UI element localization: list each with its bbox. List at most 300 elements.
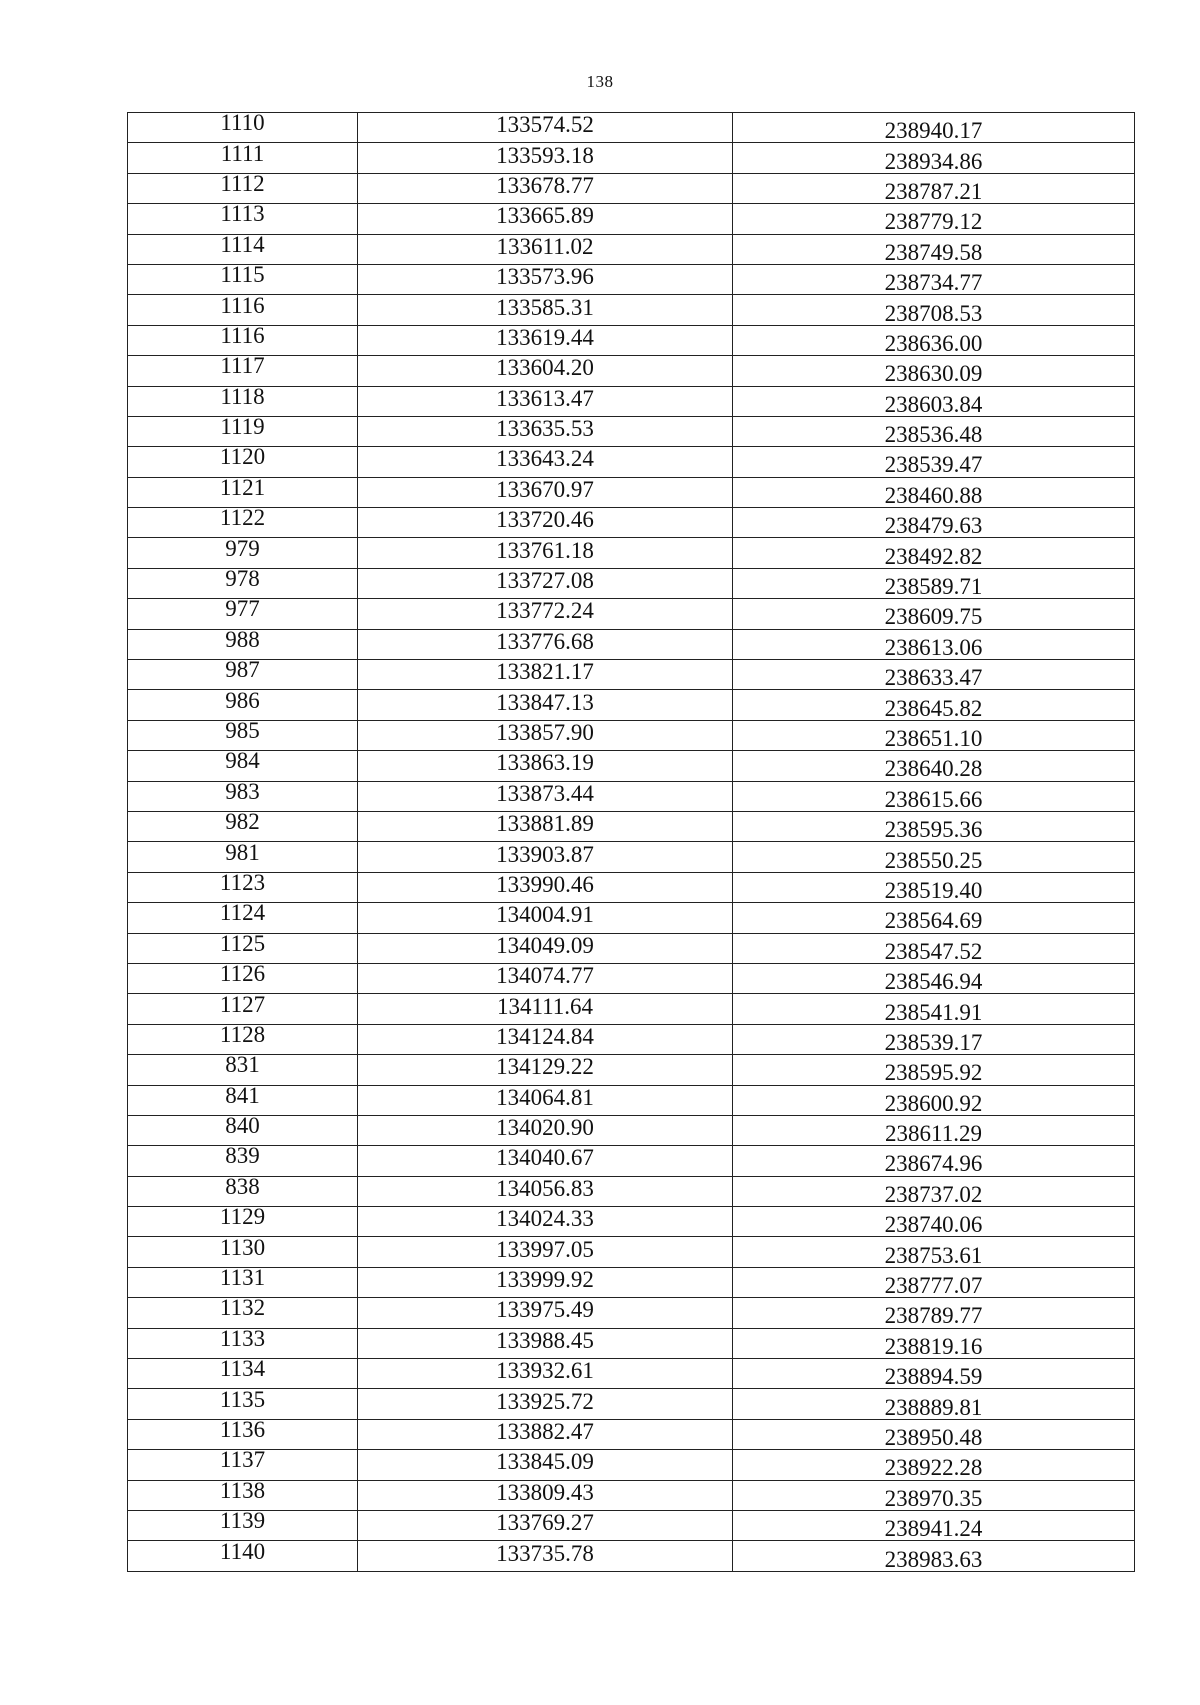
x-coordinate-cell: [358, 1541, 733, 1571]
y-coordinate-cell: [733, 933, 1135, 963]
point-number-cell: [128, 508, 358, 538]
x-coordinate-value: 133678.77: [496, 173, 594, 198]
x-coordinate-value: 133720.46: [496, 507, 594, 533]
y-coordinate-value: 238889.81: [884, 1394, 983, 1420]
y-coordinate-cell: [733, 842, 1135, 872]
coordinates-table: [127, 112, 1135, 1572]
y-coordinate-value: 238779.12: [884, 209, 983, 235]
x-coordinate-cell: [358, 690, 733, 720]
point-number-value: 831: [225, 1054, 260, 1078]
point-number-cell: [128, 143, 358, 173]
x-coordinate-cell: [358, 599, 733, 629]
y-coordinate-cell: [733, 447, 1135, 477]
x-coordinate-value: 133975.49: [496, 1297, 594, 1323]
x-coordinate-cell: [358, 872, 733, 902]
y-coordinate-value: 238539.47: [884, 452, 983, 478]
table-row: [128, 1024, 1135, 1054]
point-number-value: 1135: [219, 1388, 266, 1412]
point-number-cell: [128, 1480, 358, 1510]
x-coordinate-cell: [358, 1115, 733, 1145]
x-coordinate-value: 133635.53: [496, 416, 594, 442]
point-number-value: 1134: [219, 1358, 266, 1382]
x-coordinate-value: 134074.77: [496, 963, 594, 989]
table-row: [128, 1085, 1135, 1115]
point-number-value: 1129: [219, 1206, 266, 1230]
x-coordinate-value: 133932.61: [496, 1358, 594, 1384]
table-row: [128, 234, 1135, 264]
x-coordinate-cell: [358, 903, 733, 933]
x-coordinate-cell: [358, 1450, 733, 1480]
point-number-cell: [128, 416, 358, 446]
y-coordinate-cell: [733, 1480, 1135, 1510]
y-coordinate-value: 238611.29: [885, 1121, 982, 1146]
x-coordinate-value: 133925.72: [496, 1388, 594, 1414]
point-number-cell: [128, 842, 358, 872]
point-number-cell: [128, 1176, 358, 1206]
x-coordinate-value: 133670.97: [496, 477, 594, 502]
y-coordinate-cell: [733, 1085, 1135, 1115]
point-number-cell: [128, 1419, 358, 1449]
point-number-value: 1127: [219, 993, 266, 1017]
y-coordinate-cell: [733, 508, 1135, 538]
x-coordinate-value: 134024.33: [496, 1206, 594, 1232]
point-number-cell: [128, 477, 358, 507]
table-row: [128, 720, 1135, 750]
point-number-cell: [128, 1237, 358, 1267]
x-coordinate-cell: [358, 1085, 733, 1115]
point-number-cell: [128, 903, 358, 933]
y-coordinate-cell: [733, 963, 1135, 993]
x-coordinate-cell: [358, 1024, 733, 1054]
table-row: [128, 1298, 1135, 1328]
point-number-value: 1130: [219, 1236, 266, 1260]
y-coordinate-value: 238589.71: [884, 574, 983, 599]
x-coordinate-cell: [358, 1480, 733, 1510]
y-coordinate-value: 238789.77: [884, 1303, 983, 1329]
point-number-cell: [128, 113, 358, 143]
x-coordinate-cell: [358, 113, 733, 143]
point-number-cell: [128, 963, 358, 993]
x-coordinate-value: 133604.20: [496, 355, 594, 381]
point-number-value: 985: [225, 720, 260, 743]
point-number-cell: [128, 1450, 358, 1480]
point-number-value: 841: [225, 1085, 260, 1108]
y-coordinate-value: 238636.00: [884, 330, 983, 356]
x-coordinate-cell: [358, 204, 733, 234]
y-coordinate-cell: [733, 143, 1135, 173]
x-coordinate-cell: [358, 1176, 733, 1206]
table-row: [128, 1267, 1135, 1297]
x-coordinate-value: 133857.90: [496, 720, 594, 745]
x-coordinate-cell: [358, 720, 733, 750]
y-coordinate-value: 238777.07: [884, 1273, 983, 1298]
y-coordinate-cell: [733, 1237, 1135, 1267]
point-number-cell: [128, 811, 358, 841]
y-coordinate-cell: [733, 781, 1135, 811]
y-coordinate-value: 238950.48: [884, 1424, 983, 1450]
y-coordinate-value: 238547.52: [884, 938, 983, 964]
x-coordinate-value: 133809.43: [496, 1480, 594, 1505]
y-coordinate-cell: [733, 660, 1135, 690]
point-number-value: 978: [225, 568, 260, 592]
y-coordinate-value: 238600.92: [884, 1090, 983, 1116]
x-coordinate-cell: [358, 295, 733, 325]
point-number-cell: [128, 1024, 358, 1054]
point-number-cell: [128, 1510, 358, 1540]
point-number-value: 1138: [219, 1480, 266, 1503]
point-number-value: 838: [225, 1176, 260, 1199]
point-number-cell: [128, 933, 358, 963]
point-number-cell: [128, 1328, 358, 1358]
y-coordinate-cell: [733, 1328, 1135, 1358]
y-coordinate-cell: [733, 1298, 1135, 1328]
point-number-cell: [128, 1146, 358, 1176]
point-number-value: 1110: [220, 112, 265, 136]
table-row: [128, 386, 1135, 416]
point-number-value: 1114: [220, 234, 265, 257]
table-row: [128, 1237, 1135, 1267]
point-number-cell: [128, 1359, 358, 1389]
y-coordinate-cell: [733, 599, 1135, 629]
x-coordinate-value: 133735.78: [496, 1540, 594, 1566]
y-coordinate-cell: [733, 173, 1135, 203]
table-row: [128, 994, 1135, 1024]
x-coordinate-value: 133727.08: [496, 568, 594, 594]
x-coordinate-value: 134124.84: [496, 1024, 594, 1049]
table-row: [128, 811, 1135, 841]
y-coordinate-cell: [733, 568, 1135, 598]
table-row: [128, 1328, 1135, 1358]
y-coordinate-cell: [733, 751, 1135, 781]
point-number-value: 1113: [220, 203, 265, 227]
table-row: [128, 325, 1135, 355]
x-coordinate-cell: [358, 477, 733, 507]
point-number-value: 1131: [219, 1267, 266, 1291]
point-number-value: 988: [225, 629, 260, 652]
x-coordinate-value: 134064.81: [496, 1085, 594, 1110]
x-coordinate-value: 134111.64: [496, 993, 594, 1019]
y-coordinate-value: 238708.53: [884, 300, 983, 326]
x-coordinate-cell: [358, 173, 733, 203]
y-coordinate-value: 238753.61: [884, 1242, 983, 1268]
y-coordinate-value: 238609.75: [884, 604, 983, 630]
point-number-value: 1137: [219, 1449, 266, 1473]
point-number-value: 1126: [219, 963, 266, 987]
point-number-cell: [128, 356, 358, 386]
point-number-cell: [128, 264, 358, 294]
y-coordinate-value: 238941.24: [884, 1516, 983, 1541]
y-coordinate-cell: [733, 386, 1135, 416]
x-coordinate-value: 133573.96: [496, 264, 594, 290]
point-number-cell: [128, 781, 358, 811]
y-coordinate-value: 238737.02: [884, 1181, 983, 1207]
point-number-value: 839: [225, 1145, 260, 1169]
page-number: 138: [586, 72, 614, 91]
y-coordinate-cell: [733, 1176, 1135, 1206]
x-coordinate-value: 133769.27: [496, 1510, 594, 1536]
y-coordinate-value: 238564.69: [884, 908, 983, 934]
point-number-value: 840: [225, 1115, 260, 1139]
table-row: [128, 416, 1135, 446]
point-number-value: 1124: [219, 902, 266, 926]
table-row: [128, 1480, 1135, 1510]
table-row: [128, 538, 1135, 568]
point-number-cell: [128, 386, 358, 416]
point-number-cell: [128, 660, 358, 690]
table-row: [128, 1115, 1135, 1145]
table-row: [128, 1146, 1135, 1176]
x-coordinate-value: 134040.67: [496, 1145, 594, 1171]
x-coordinate-value: 134049.09: [496, 933, 594, 958]
point-number-cell: [128, 690, 358, 720]
point-number-cell: [128, 1085, 358, 1115]
y-coordinate-cell: [733, 1115, 1135, 1145]
table-row: [128, 204, 1135, 234]
y-coordinate-cell: [733, 538, 1135, 568]
x-coordinate-value: 133881.89: [496, 811, 594, 837]
x-coordinate-value: 133665.89: [496, 203, 594, 229]
y-coordinate-cell: [733, 1024, 1135, 1054]
table-row: [128, 1450, 1135, 1480]
x-coordinate-value: 133761.18: [496, 537, 594, 563]
table-row: [128, 295, 1135, 325]
point-number-cell: [128, 872, 358, 902]
point-number-value: 1118: [220, 386, 265, 409]
x-coordinate-value: 134129.22: [496, 1054, 594, 1080]
point-number-cell: [128, 204, 358, 234]
x-coordinate-cell: [358, 1419, 733, 1449]
table-row: [128, 1419, 1135, 1449]
point-number-value: 1140: [219, 1540, 266, 1564]
x-coordinate-value: 133988.45: [496, 1328, 594, 1353]
y-coordinate-value: 238615.66: [884, 786, 983, 812]
table-row: [128, 963, 1135, 993]
point-number-cell: [128, 1298, 358, 1328]
y-coordinate-value: 238651.10: [884, 726, 983, 751]
y-coordinate-value: 238630.09: [884, 361, 983, 387]
y-coordinate-value: 238819.16: [884, 1333, 983, 1359]
y-coordinate-cell: [733, 903, 1135, 933]
point-number-value: 1120: [219, 446, 266, 470]
point-number-cell: [128, 629, 358, 659]
x-coordinate-cell: [358, 325, 733, 355]
point-number-cell: [128, 994, 358, 1024]
x-coordinate-value: 133999.92: [496, 1267, 594, 1293]
point-number-cell: [128, 234, 358, 264]
y-coordinate-value: 238940.17: [884, 118, 983, 143]
x-coordinate-value: 133845.09: [496, 1449, 594, 1475]
x-coordinate-cell: [358, 508, 733, 538]
table-row: [128, 1389, 1135, 1419]
y-coordinate-cell: [733, 325, 1135, 355]
y-coordinate-cell: [733, 264, 1135, 294]
point-number-value: 1119: [220, 416, 265, 440]
y-coordinate-value: 238595.36: [884, 817, 983, 842]
x-coordinate-cell: [358, 416, 733, 446]
x-coordinate-cell: [358, 538, 733, 568]
table-row: [128, 781, 1135, 811]
y-coordinate-value: 238541.91: [884, 999, 983, 1025]
y-coordinate-value: 238613.06: [884, 634, 983, 660]
table-row: [128, 1510, 1135, 1540]
table-row: [128, 447, 1135, 477]
x-coordinate-cell: [358, 629, 733, 659]
point-number-value: 1117: [220, 355, 265, 379]
table-row: [128, 1207, 1135, 1237]
point-number-value: 982: [225, 811, 260, 835]
point-number-value: 1115: [220, 264, 265, 288]
x-coordinate-value: 133772.24: [496, 598, 594, 624]
x-coordinate-value: 133585.31: [496, 294, 594, 320]
x-coordinate-value: 133990.46: [496, 872, 594, 897]
y-coordinate-cell: [733, 113, 1135, 143]
point-number-value: 987: [225, 659, 260, 683]
y-coordinate-value: 238787.21: [884, 178, 983, 204]
point-number-cell: [128, 599, 358, 629]
x-coordinate-cell: [358, 1359, 733, 1389]
table-row: [128, 903, 1135, 933]
table-row: [128, 356, 1135, 386]
table-row: [128, 751, 1135, 781]
table-row: [128, 933, 1135, 963]
point-number-cell: [128, 295, 358, 325]
x-coordinate-value: 133619.44: [496, 325, 594, 350]
point-number-cell: [128, 173, 358, 203]
point-number-cell: [128, 751, 358, 781]
table-row: [128, 568, 1135, 598]
x-coordinate-cell: [358, 811, 733, 841]
x-coordinate-value: 133611.02: [496, 234, 594, 259]
y-coordinate-value: 238539.17: [884, 1029, 983, 1055]
point-number-value: 1132: [219, 1297, 266, 1321]
table-row: [128, 173, 1135, 203]
x-coordinate-cell: [358, 994, 733, 1024]
point-number-value: 983: [225, 781, 260, 804]
table-row: [128, 113, 1135, 143]
x-coordinate-cell: [358, 1237, 733, 1267]
point-number-value: 1116: [220, 325, 265, 348]
point-number-cell: [128, 1207, 358, 1237]
table-row: [128, 477, 1135, 507]
table-row: [128, 872, 1135, 902]
point-number-value: 1123: [219, 872, 266, 895]
point-number-cell: [128, 1267, 358, 1297]
table-row: [128, 1541, 1135, 1571]
table-row: [128, 660, 1135, 690]
y-coordinate-value: 238674.96: [884, 1151, 983, 1177]
table-row: [128, 1176, 1135, 1206]
y-coordinate-cell: [733, 234, 1135, 264]
x-coordinate-value: 133776.68: [496, 629, 594, 654]
x-coordinate-value: 133903.87: [496, 841, 594, 867]
x-coordinate-cell: [358, 1207, 733, 1237]
x-coordinate-value: 133574.52: [496, 112, 594, 138]
point-number-value: 1133: [219, 1328, 266, 1351]
x-coordinate-value: 133873.44: [496, 781, 594, 806]
y-coordinate-value: 238492.82: [884, 543, 983, 569]
y-coordinate-cell: [733, 872, 1135, 902]
table-row: [128, 143, 1135, 173]
y-coordinate-value: 238740.06: [884, 1212, 983, 1237]
y-coordinate-value: 238550.25: [884, 847, 983, 873]
point-number-value: 1136: [219, 1419, 266, 1442]
table-row: [128, 842, 1135, 872]
y-coordinate-value: 238546.94: [884, 969, 983, 994]
y-coordinate-cell: [733, 720, 1135, 750]
point-number-value: 1121: [219, 477, 266, 500]
y-coordinate-value: 238603.84: [884, 391, 983, 417]
table-row: [128, 629, 1135, 659]
x-coordinate-value: 134056.83: [496, 1176, 594, 1201]
y-coordinate-cell: [733, 416, 1135, 446]
y-coordinate-value: 238970.35: [884, 1485, 983, 1511]
point-number-cell: [128, 1541, 358, 1571]
y-coordinate-cell: [733, 1510, 1135, 1540]
x-coordinate-value: 133882.47: [496, 1419, 594, 1444]
y-coordinate-cell: [733, 811, 1135, 841]
x-coordinate-cell: [358, 751, 733, 781]
y-coordinate-cell: [733, 477, 1135, 507]
x-coordinate-cell: [358, 781, 733, 811]
x-coordinate-cell: [358, 1267, 733, 1297]
point-number-value: 984: [225, 750, 260, 774]
y-coordinate-cell: [733, 1541, 1135, 1571]
x-coordinate-value: 133593.18: [496, 142, 594, 168]
y-coordinate-cell: [733, 295, 1135, 325]
y-coordinate-cell: [733, 1267, 1135, 1297]
point-number-cell: [128, 568, 358, 598]
x-coordinate-cell: [358, 1328, 733, 1358]
y-coordinate-value: 238640.28: [884, 756, 983, 782]
point-number-value: 986: [225, 689, 260, 713]
x-coordinate-cell: [358, 447, 733, 477]
x-coordinate-value: 133821.17: [496, 659, 594, 685]
y-coordinate-cell: [733, 994, 1135, 1024]
table-row: [128, 690, 1135, 720]
point-number-value: 1139: [219, 1510, 266, 1534]
y-coordinate-cell: [733, 1450, 1135, 1480]
x-coordinate-cell: [358, 1389, 733, 1419]
y-coordinate-cell: [733, 1146, 1135, 1176]
y-coordinate-value: 238645.82: [884, 695, 983, 721]
point-number-cell: [128, 1389, 358, 1419]
table-row: [128, 1055, 1135, 1085]
y-coordinate-cell: [733, 1419, 1135, 1449]
x-coordinate-value: 133847.13: [496, 689, 594, 715]
point-number-value: 1111: [220, 142, 265, 166]
y-coordinate-value: 238749.58: [884, 239, 983, 265]
x-coordinate-cell: [358, 660, 733, 690]
y-coordinate-value: 238922.28: [884, 1455, 983, 1481]
x-coordinate-cell: [358, 356, 733, 386]
x-coordinate-cell: [358, 568, 733, 598]
x-coordinate-cell: [358, 933, 733, 963]
table-row: [128, 1359, 1135, 1389]
point-number-cell: [128, 447, 358, 477]
x-coordinate-value: 133863.19: [496, 750, 594, 776]
x-coordinate-cell: [358, 963, 733, 993]
table-row: [128, 599, 1135, 629]
point-number-value: 981: [225, 841, 260, 865]
point-number-value: 979: [225, 537, 260, 561]
x-coordinate-cell: [358, 234, 733, 264]
y-coordinate-cell: [733, 629, 1135, 659]
y-coordinate-value: 238460.88: [884, 482, 983, 508]
point-number-cell: [128, 325, 358, 355]
y-coordinate-value: 238983.63: [884, 1546, 983, 1572]
point-number-value: 1116: [220, 294, 265, 318]
x-coordinate-cell: [358, 1146, 733, 1176]
